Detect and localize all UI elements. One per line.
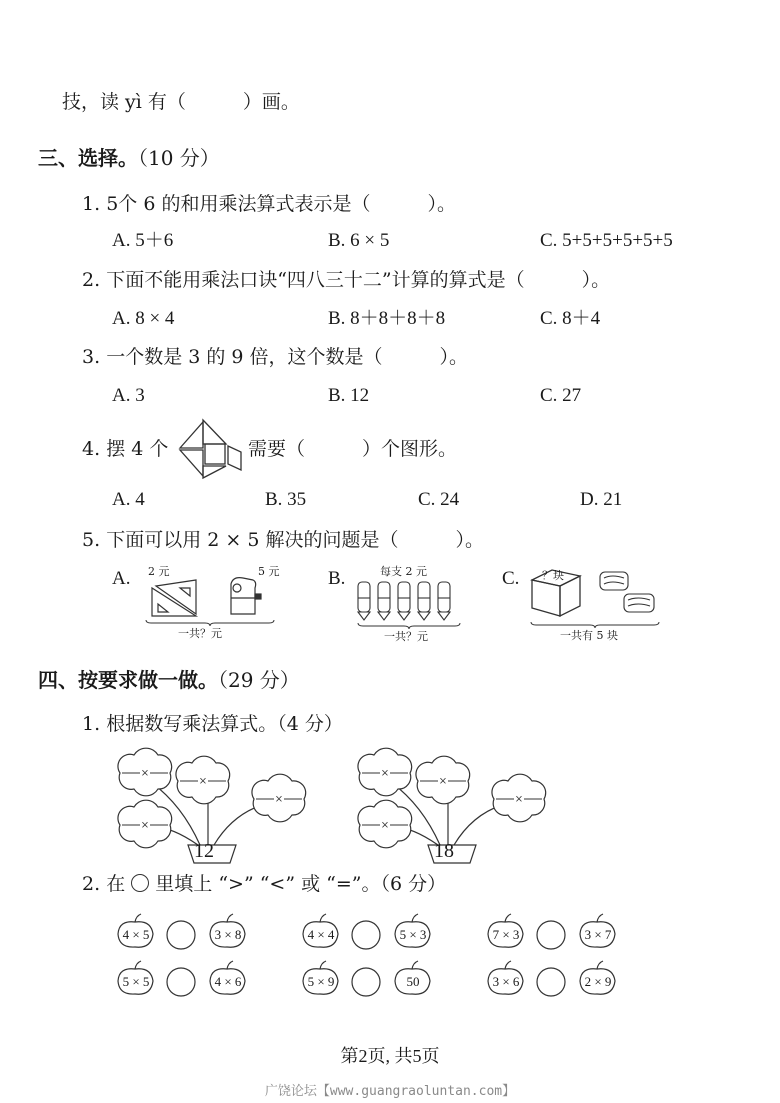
option-a[interactable]: A. 8 × 4 (112, 308, 175, 329)
compare-pair (115, 959, 255, 999)
question-text: 5个 6 的和用乘法算式表示是（ ）。 (106, 193, 456, 215)
option-c[interactable]: C. 5+5+5+5+5+5 (540, 230, 673, 251)
apple-right: 50 (406, 974, 420, 989)
tangram-fish-icon (178, 418, 244, 480)
compare-pair (115, 912, 255, 952)
pot-number-18: 18 (434, 840, 454, 862)
section-3-points: （10 分） (138, 146, 220, 170)
option-c[interactable]: C. 27 (540, 385, 582, 406)
question-number: 1. (82, 713, 101, 735)
question-3 (82, 345, 468, 369)
brace-a (145, 619, 275, 627)
svg-text:×: × (438, 776, 448, 787)
option-b[interactable]: B. 35 (265, 489, 307, 510)
option-a[interactable]: A. 4 (112, 489, 145, 510)
question-text: 根据数写乘法算式。 (106, 713, 278, 735)
price-right: 5 元 (258, 565, 280, 578)
caption-a: 一共？元 (178, 627, 222, 640)
option-b[interactable]: B. 6 × 5 (328, 230, 390, 251)
svg-text:×: × (198, 776, 208, 787)
question-number: 2. (82, 269, 101, 291)
apple-left: 3 × 6 (492, 974, 520, 989)
svg-text:×: × (380, 820, 390, 831)
answer-circle[interactable] (537, 921, 565, 949)
apple-left: 7 × 3 (492, 927, 520, 942)
caption-c: 一共有 5 块 (560, 629, 618, 642)
question-2 (82, 268, 610, 292)
section-3-heading (38, 146, 220, 170)
apple-right: 3 × 8 (214, 927, 242, 942)
question-points: （6 分） (380, 873, 447, 895)
option-a[interactable]: A. 3 (112, 385, 145, 406)
s4-question-2 (82, 872, 446, 896)
continuation-line: 技，读 yì 有（ ）画。 (62, 91, 300, 113)
answer-circle[interactable] (167, 921, 195, 949)
compare-pair (300, 912, 440, 952)
question-text-before: 在 (106, 873, 126, 895)
svg-text:×: × (274, 794, 284, 805)
svg-text:×: × (140, 768, 150, 779)
candy-pieces-icon (598, 570, 658, 616)
apple-left: 5 × 9 (307, 974, 335, 989)
price-left: 2 元 (148, 565, 170, 578)
section-4-heading (38, 668, 300, 692)
pencil-sharpener-icon (225, 574, 265, 618)
price-top: 每支 2 元 (380, 565, 427, 578)
option-a-label[interactable]: A. (112, 568, 131, 589)
apple-left: 4 × 4 (307, 927, 335, 942)
section-3-title: 三、选择。 (38, 146, 138, 170)
brace-b (357, 622, 461, 630)
option-b[interactable]: B. 8＋8＋8＋8 (328, 308, 446, 329)
option-c-label[interactable]: C. (502, 568, 520, 589)
compare-pair (300, 959, 440, 999)
section-4-points: （29 分） (218, 668, 300, 692)
question-text: 下面不能用乘法口诀“四八三十二”计算的算式是（ ）。 (106, 269, 611, 291)
pencils-icon (356, 580, 456, 622)
apple-right: 4 × 6 (214, 974, 242, 989)
apple-left: 5 × 5 (122, 974, 150, 989)
answer-circle[interactable] (352, 921, 380, 949)
option-a[interactable]: A. 5＋6 (112, 230, 174, 251)
apple-left: 4 × 5 (122, 927, 150, 942)
apple-right: 3 × 7 (584, 927, 612, 942)
svg-text:×: × (380, 768, 390, 779)
section-4-title: 四、按要求做一做。 (38, 668, 218, 692)
question-number: 1. (82, 193, 101, 215)
question-5 (82, 528, 484, 552)
question-number: 3. (82, 346, 101, 368)
option-b-label[interactable]: B. (328, 568, 346, 589)
question-1 (82, 192, 456, 216)
question-number: 4. (82, 438, 101, 460)
page-number: 第2页, 共5页 (340, 1046, 440, 1066)
caption-b: 一共？元 (384, 630, 428, 643)
compare-pair (485, 912, 625, 952)
answer-circle[interactable] (167, 968, 195, 996)
question-text-before: 摆 4 个 (106, 438, 169, 460)
question-number: 5. (82, 529, 101, 551)
circle-icon (131, 874, 149, 892)
question-text-after: 里填上 “>” “<” 或 “=”。 (155, 873, 381, 895)
svg-text:×: × (514, 794, 524, 805)
question-text: 一个数是 3 的 9 倍，这个数是（ ）。 (106, 346, 469, 368)
option-c[interactable]: C. 24 (418, 489, 460, 510)
pot-number-12: 12 (194, 840, 214, 862)
svg-text:×: × (140, 820, 150, 831)
box-label: ？块 (542, 569, 564, 582)
brace-c (530, 621, 660, 629)
set-square-icon (150, 578, 200, 618)
answer-circle[interactable] (537, 968, 565, 996)
option-c[interactable]: C. 8＋4 (540, 308, 601, 329)
compare-pair (485, 959, 625, 999)
question-4 (82, 437, 168, 461)
watermark: 广饶论坛【www.guangraoluntan.com】 (264, 1084, 516, 1099)
apple-right: 2 × 9 (584, 974, 612, 989)
question-text: 下面可以用 2 × 5 解决的问题是（ ）。 (106, 529, 484, 551)
apple-right: 5 × 3 (399, 927, 427, 942)
option-b[interactable]: B. 12 (328, 385, 370, 406)
question-4-tail: 需要（ ）个图形。 (248, 438, 458, 460)
question-number: 2. (82, 873, 101, 895)
question-points: （4 分） (277, 713, 343, 735)
option-d[interactable]: D. 21 (580, 489, 623, 510)
answer-circle[interactable] (352, 968, 380, 996)
s4-question-1 (82, 712, 343, 736)
